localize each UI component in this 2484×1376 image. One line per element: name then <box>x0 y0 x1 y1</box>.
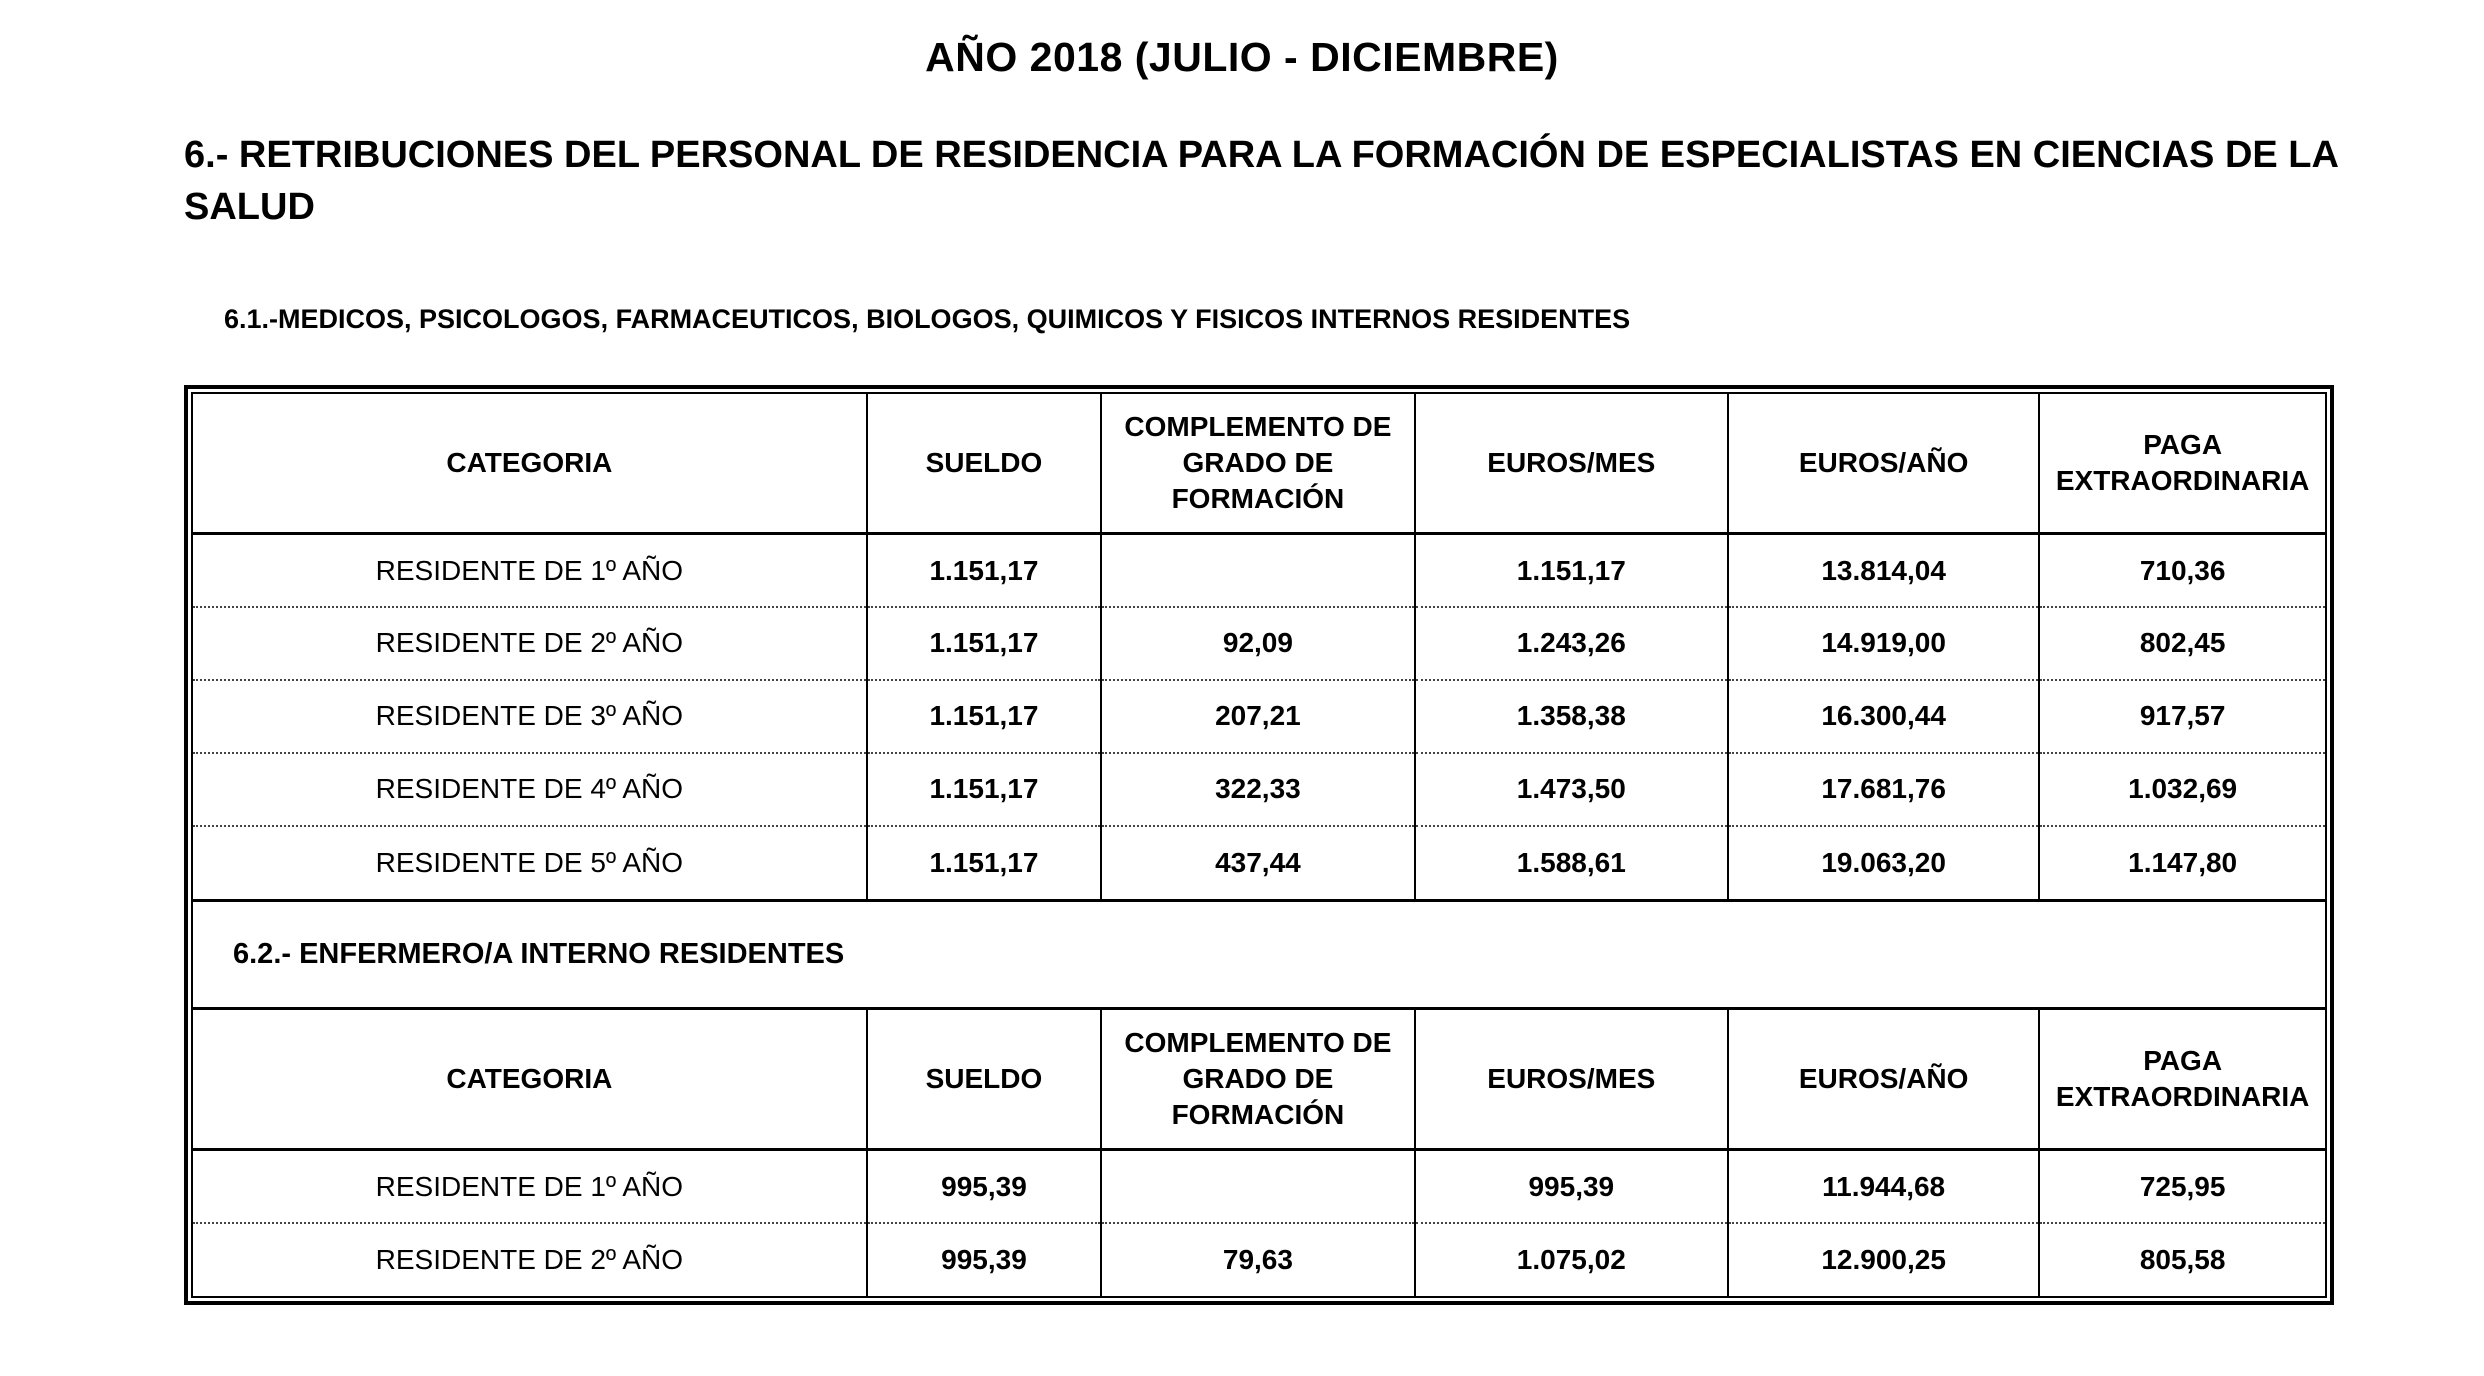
cell-categoria: RESIDENTE DE 4º AÑO <box>193 753 867 826</box>
cell-complemento: 207,21 <box>1101 680 1414 753</box>
table-row <box>193 534 2325 607</box>
cell-paga: 805,58 <box>2139 1243 2226 1275</box>
column-header-categoria: CATEGORIA <box>193 394 867 534</box>
tables-frame-inner <box>191 392 2327 1298</box>
table-6-1 <box>193 394 2325 899</box>
cell-euros-ano: 12.900,25 <box>1728 1223 2039 1296</box>
cell-categoria: RESIDENTE DE 2º AÑO <box>193 607 867 680</box>
table-row <box>193 753 2325 826</box>
cell-paga: 725,95 <box>2039 1150 2325 1223</box>
table-row <box>193 1150 2325 1223</box>
cell-paga: 917,57 <box>2039 680 2325 753</box>
cell-sueldo: 995,39 <box>867 1150 1102 1223</box>
table-row <box>193 1223 2325 1296</box>
cell-euros-ano: 19.063,20 <box>1728 826 2039 899</box>
column-header-euros-mes: EUROS/MES <box>1415 394 1728 534</box>
cell-euros-ano: 11.944,68 <box>1728 1150 2039 1223</box>
cell-complemento <box>1101 534 1414 607</box>
cell-sueldo: 995,39 <box>867 1223 1102 1296</box>
cell-complemento <box>1101 1150 1414 1223</box>
column-header-paga: PAGA EXTRAORDINARIA <box>2039 1010 2325 1150</box>
cell-euros-ano: 13.814,04 <box>1728 534 2039 607</box>
column-header-euros-ano: EUROS/AÑO <box>1728 394 2039 534</box>
cell-complemento: 437,44 <box>1101 826 1414 899</box>
table-row <box>193 680 2325 753</box>
cell-euros-mes: 1.358,38 <box>1415 680 1728 753</box>
column-header-paga: PAGA EXTRAORDINARIA <box>2039 394 2325 534</box>
cell-euros-ano: 16.300,44 <box>1728 680 2039 753</box>
cell-euros-ano: 14.919,00 <box>1728 607 2039 680</box>
tables-frame <box>184 385 2334 1305</box>
cell-complemento: 322,33 <box>1101 753 1414 826</box>
cell-paga: 710,36 <box>2039 534 2325 607</box>
cell-euros-mes: 995,39 <box>1415 1150 1728 1223</box>
section-heading: 6.- RETRIBUCIONES DEL PERSONAL DE RESIDENCIA PARA LA FORMACIÓN DE ESPECIALISTAS EN CIENCIAS DE LA SALUD <box>184 134 2338 229</box>
column-header-euros-mes: EUROS/MES <box>1415 1010 1728 1150</box>
column-header-euros-ano: EUROS/AÑO <box>1728 1010 2039 1150</box>
column-header-complemento: COMPLEMENTO DE GRADO DE FORMACIÓN <box>1101 394 1414 534</box>
cell-euros-ano: 17.681,76 <box>1728 753 2039 826</box>
cell-categoria: RESIDENTE DE 1º AÑO <box>193 1150 867 1223</box>
cell-categoria: RESIDENTE DE 5º AÑO <box>193 826 867 899</box>
cell-categoria: RESIDENTE DE 3º AÑO <box>193 680 867 753</box>
cell-sueldo: 1.151,17 <box>867 826 1102 899</box>
table-6-1-header-row <box>193 394 2325 534</box>
cell-euros-mes: 1.243,26 <box>1415 607 1728 680</box>
cell-euros-mes: 1.151,17 <box>1415 534 1728 607</box>
cell-categoria: RESIDENTE DE 1º AÑO <box>193 534 867 607</box>
cell-sueldo: 1.151,17 <box>867 753 1102 826</box>
section-6-1-label: 6.1.-MEDICOS, PSICOLOGOS, FARMACEUTICOS, BIOLOGOS, QUIMICOS Y FISICOS INTERNOS RESIDENTES <box>224 303 1631 334</box>
cell-paga: 1.147,80 <box>2128 846 2238 878</box>
column-header-sueldo: SUELDO <box>867 394 1102 534</box>
table-row <box>193 826 2325 899</box>
cell-categoria: RESIDENTE DE 2º AÑO <box>193 1223 867 1296</box>
cell-euros-mes: 1.473,50 <box>1415 753 1728 826</box>
cell-euros-mes: 1.075,02 <box>1415 1223 1728 1296</box>
cell-sueldo: 1.151,17 <box>867 680 1102 753</box>
cell-complemento: 79,63 <box>1101 1223 1414 1296</box>
cell-paga: 1.032,69 <box>2039 753 2325 826</box>
cell-sueldo: 1.151,17 <box>867 534 1102 607</box>
column-header-sueldo: SUELDO <box>867 1010 1102 1150</box>
column-header-complemento: COMPLEMENTO DE GRADO DE FORMACIÓN <box>1101 1010 1414 1150</box>
cell-paga: 802,45 <box>2039 607 2325 680</box>
section-6-2-label: 6.2.- ENFERMERO/A INTERNO RESIDENTES <box>193 899 2325 1010</box>
column-header-categoria: CATEGORIA <box>193 1010 867 1150</box>
cell-sueldo: 1.151,17 <box>867 607 1102 680</box>
page-title: AÑO 2018 (JULIO - DICIEMBRE) <box>925 34 1559 80</box>
table-6-2 <box>193 1010 2325 1296</box>
table-row <box>193 607 2325 680</box>
cell-complemento: 92,09 <box>1101 607 1414 680</box>
table-6-2-header-row <box>193 1010 2325 1150</box>
cell-euros-mes: 1.588,61 <box>1415 826 1728 899</box>
